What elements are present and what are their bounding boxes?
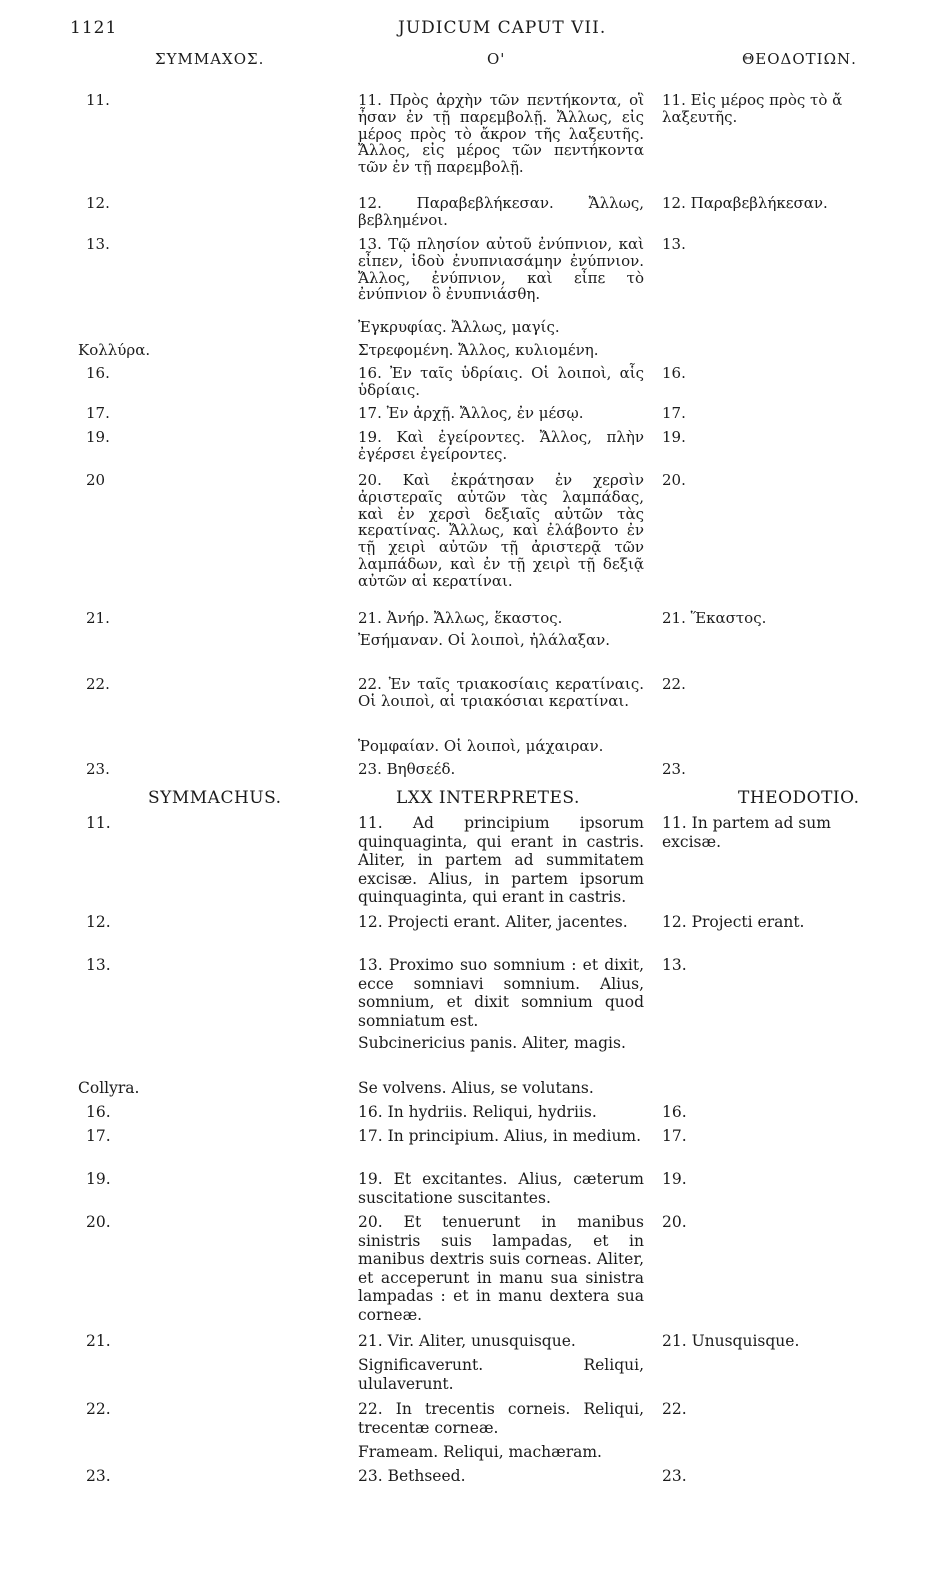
symmachus-cell: 12. — [86, 194, 110, 212]
symmachus-cell: 17. — [86, 1127, 111, 1145]
latin-header-theodotion: THEODOTIO. — [738, 788, 860, 808]
symmachus-cell: 17. — [86, 404, 110, 422]
lxx-cell: 22. In trecentis corneis. Reliqui, trecentæ corneæ. — [358, 1400, 644, 1437]
lxx-cell: Στρεφομένη. Ἄλλος, κυλιομένη. — [358, 341, 599, 359]
lxx-cell: 17. In principium. Alius, in medium. — [358, 1127, 642, 1145]
theodotion-cell: 13. — [662, 956, 687, 974]
symmachus-cell: 19. — [86, 428, 110, 446]
lxx-cell: 20. Et tenuerunt in manibus sinistris suis lampadas, et in manibus dextris suis corneas. Aliter, et acceperunt in manu sua sinistra lampadas : et in manu dextera sua corneæ. — [358, 1213, 644, 1324]
theodotion-cell: 23. — [662, 760, 686, 778]
symmachus-cell: 11. — [86, 91, 110, 109]
theodotion-cell: 22. — [662, 1400, 687, 1418]
lxx-cell: Ῥομφαίαν. Οἱ λοιποὶ, μάχαιραν. — [358, 737, 604, 755]
theodotion-cell: 13. — [662, 235, 686, 253]
theodotion-cell: 19. — [662, 1170, 687, 1188]
theodotion-cell: 17. — [662, 1127, 687, 1145]
chapter-title: JUDICUM CAPUT VII. — [398, 18, 607, 38]
lxx-cell: 16. In hydriis. Reliqui, hydriis. — [358, 1103, 597, 1121]
symmachus-cell: 16. — [86, 364, 110, 382]
symmachus-cell: 22. — [86, 675, 110, 693]
greek-header-lxx: Ο' — [487, 50, 506, 68]
lxx-cell: 13. Proximo suo somnium : et dixit, ecce somniavi somnium. Alius, somnium, et dixit somnium quod somniatum est. — [358, 956, 644, 1030]
page-number: 1121 — [70, 18, 118, 38]
symmachus-cell: 19. — [86, 1170, 111, 1188]
lxx-cell: 12. Projecti erant. Aliter, jacentes. — [358, 913, 628, 931]
symmachus-cell: 21. — [86, 1332, 111, 1350]
lxx-cell: 17. Ἐν ἀρχῇ. Ἄλλος, ἐν μέσῳ. — [358, 404, 584, 422]
lxx-cell: Ἐσήμαναν. Οἱ λοιποὶ, ἠλάλαξαν. — [358, 631, 611, 649]
symmachus-cell: 20 — [86, 471, 106, 489]
symmachus-cell: 13. — [86, 956, 111, 974]
lxx-cell: Ἐγκρυφίας. Ἄλλως, μαγίς. — [358, 318, 560, 336]
lxx-cell: 21. Ἀνήρ. Ἄλλως, ἕκαστος. — [358, 609, 563, 627]
lxx-cell: 11. Πρὸς ἀρχὴν τῶν πεντήκοντα, οἳ ἦσαν ἐν τῇ παρεμβολῇ. Ἄλλως, εἰς μέρος πρὸς τὸ ἄκρον τῆς λαξευτῆς. Ἄλλος, εἰς μέρος τῶν πεντήκοντα τῶν ἐν τῇ παρεμβολῇ. — [358, 91, 644, 177]
theodotion-cell: 16. — [662, 364, 686, 382]
lxx-cell: 16. Ἐν ταῖς ὑδρίαις. Οἱ λοιποὶ, αἷς ὑδρίαις. — [358, 364, 644, 399]
greek-header-theodotion: ΘΕΟΔΟΤΙΩΝ. — [742, 50, 857, 68]
symmachus-cell: 22. — [86, 1400, 111, 1418]
theodotion-cell: 21. Ἕκαστος. — [662, 609, 767, 627]
theodotion-cell: 12. Παραβεβλήκεσαν. — [662, 194, 828, 212]
theodotion-cell: 16. — [662, 1103, 687, 1121]
lxx-cell: 22. Ἐν ταῖς τριακοσίαις κερατίναις. Οἱ λοιποὶ, αἱ τριακόσιαι κερατίναι. — [358, 675, 644, 710]
lxx-cell: Subcinericius panis. Aliter, magis. — [358, 1034, 626, 1052]
theodotion-cell: 23. — [662, 1467, 687, 1485]
symmachus-cell: Κολλύρα. — [78, 341, 151, 359]
lxx-cell: 19. Et excitantes. Alius, cæterum suscitatione suscitantes. — [358, 1170, 644, 1207]
lxx-cell: 23. Bethseed. — [358, 1467, 466, 1485]
lxx-cell: 23. Βηθσεέδ. — [358, 760, 456, 778]
theodotion-cell: 21. Unusquisque. — [662, 1332, 800, 1350]
symmachus-cell: Collyra. — [78, 1079, 140, 1097]
lxx-cell: 12. Παραβεβλήκεσαν. Ἄλλως, βεβλημένοι. — [358, 194, 644, 229]
theodotion-cell: 20. — [662, 471, 686, 489]
symmachus-cell: 23. — [86, 1467, 111, 1485]
lxx-cell: 20. Καὶ ἐκράτησαν ἐν χερσὶν ἀριστεραῖς αὐτῶν τὰς λαμπάδας, καὶ ἐν χερσὶ δεξιαῖς αὐτῶν τὰς κερατίνας. Ἄλλως, καὶ ἐλάβοντο ἐν τῇ χειρὶ αὐτῶν τῇ ἀριστερᾷ τῶν λαμπάδων, καὶ ἐν τῇ χειρὶ τῇ δεξιᾷ αὐτῶν αἱ κερατίναι. — [358, 471, 644, 590]
latin-header-symmachus: SYMMACHUS. — [148, 788, 282, 808]
symmachus-cell: 16. — [86, 1103, 111, 1121]
lxx-cell: Se volvens. Alius, se volutans. — [358, 1079, 594, 1097]
greek-header-symmachus: ΣΥΜΜΑΧΟΣ. — [155, 50, 265, 68]
latin-header-lxx: LXX INTERPRETES. — [396, 788, 580, 808]
lxx-cell: 11. Ad principium ipsorum quinquaginta, qui erant in castris. Aliter, in partem ad summitatem excisæ. Alius, in partem ipsorum quinquaginta, qui erant in castris. — [358, 814, 644, 907]
theodotion-cell: 11. Εἰς μέρος πρὸς τὸ ἄ λαξευτῆς. — [662, 92, 843, 126]
theodotion-cell: 19. — [662, 428, 686, 446]
symmachus-cell: 23. — [86, 760, 110, 778]
symmachus-cell: 12. — [86, 913, 111, 931]
theodotion-cell: 17. — [662, 404, 686, 422]
theodotion-cell: 11. In partem ad sum excisæ. — [662, 814, 831, 851]
symmachus-cell: 20. — [86, 1213, 111, 1231]
symmachus-cell: 21. — [86, 609, 110, 627]
lxx-cell: 13. Τῷ πλησίον αὐτοῦ ἐνύπνιον, καὶ εἶπεν, ἰδοὺ ἐνυπνιασάμην ἐνύπνιον. Ἄλλος, ἐνύπνιον, καὶ εἶπε τὸ ἐνύπνιον ὃ ἐνυπνιάσθη. — [358, 235, 644, 304]
lxx-cell: Significaverunt. Reliqui, ululaverunt. — [358, 1356, 644, 1393]
lxx-cell: 21. Vir. Aliter, unusquisque. — [358, 1332, 576, 1350]
symmachus-cell: 11. — [86, 814, 111, 832]
lxx-cell: 19. Καὶ ἐγείροντες. Ἄλλος, πλὴν ἐγέρσει ἐγείροντες. — [358, 428, 644, 463]
theodotion-cell: 12. Projecti erant. — [662, 913, 805, 931]
symmachus-cell: 13. — [86, 235, 110, 253]
theodotion-cell: 22. — [662, 675, 686, 693]
lxx-cell: Frameam. Reliqui, machæram. — [358, 1443, 602, 1461]
theodotion-cell: 20. — [662, 1213, 687, 1231]
running-head — [0, 18, 936, 42]
